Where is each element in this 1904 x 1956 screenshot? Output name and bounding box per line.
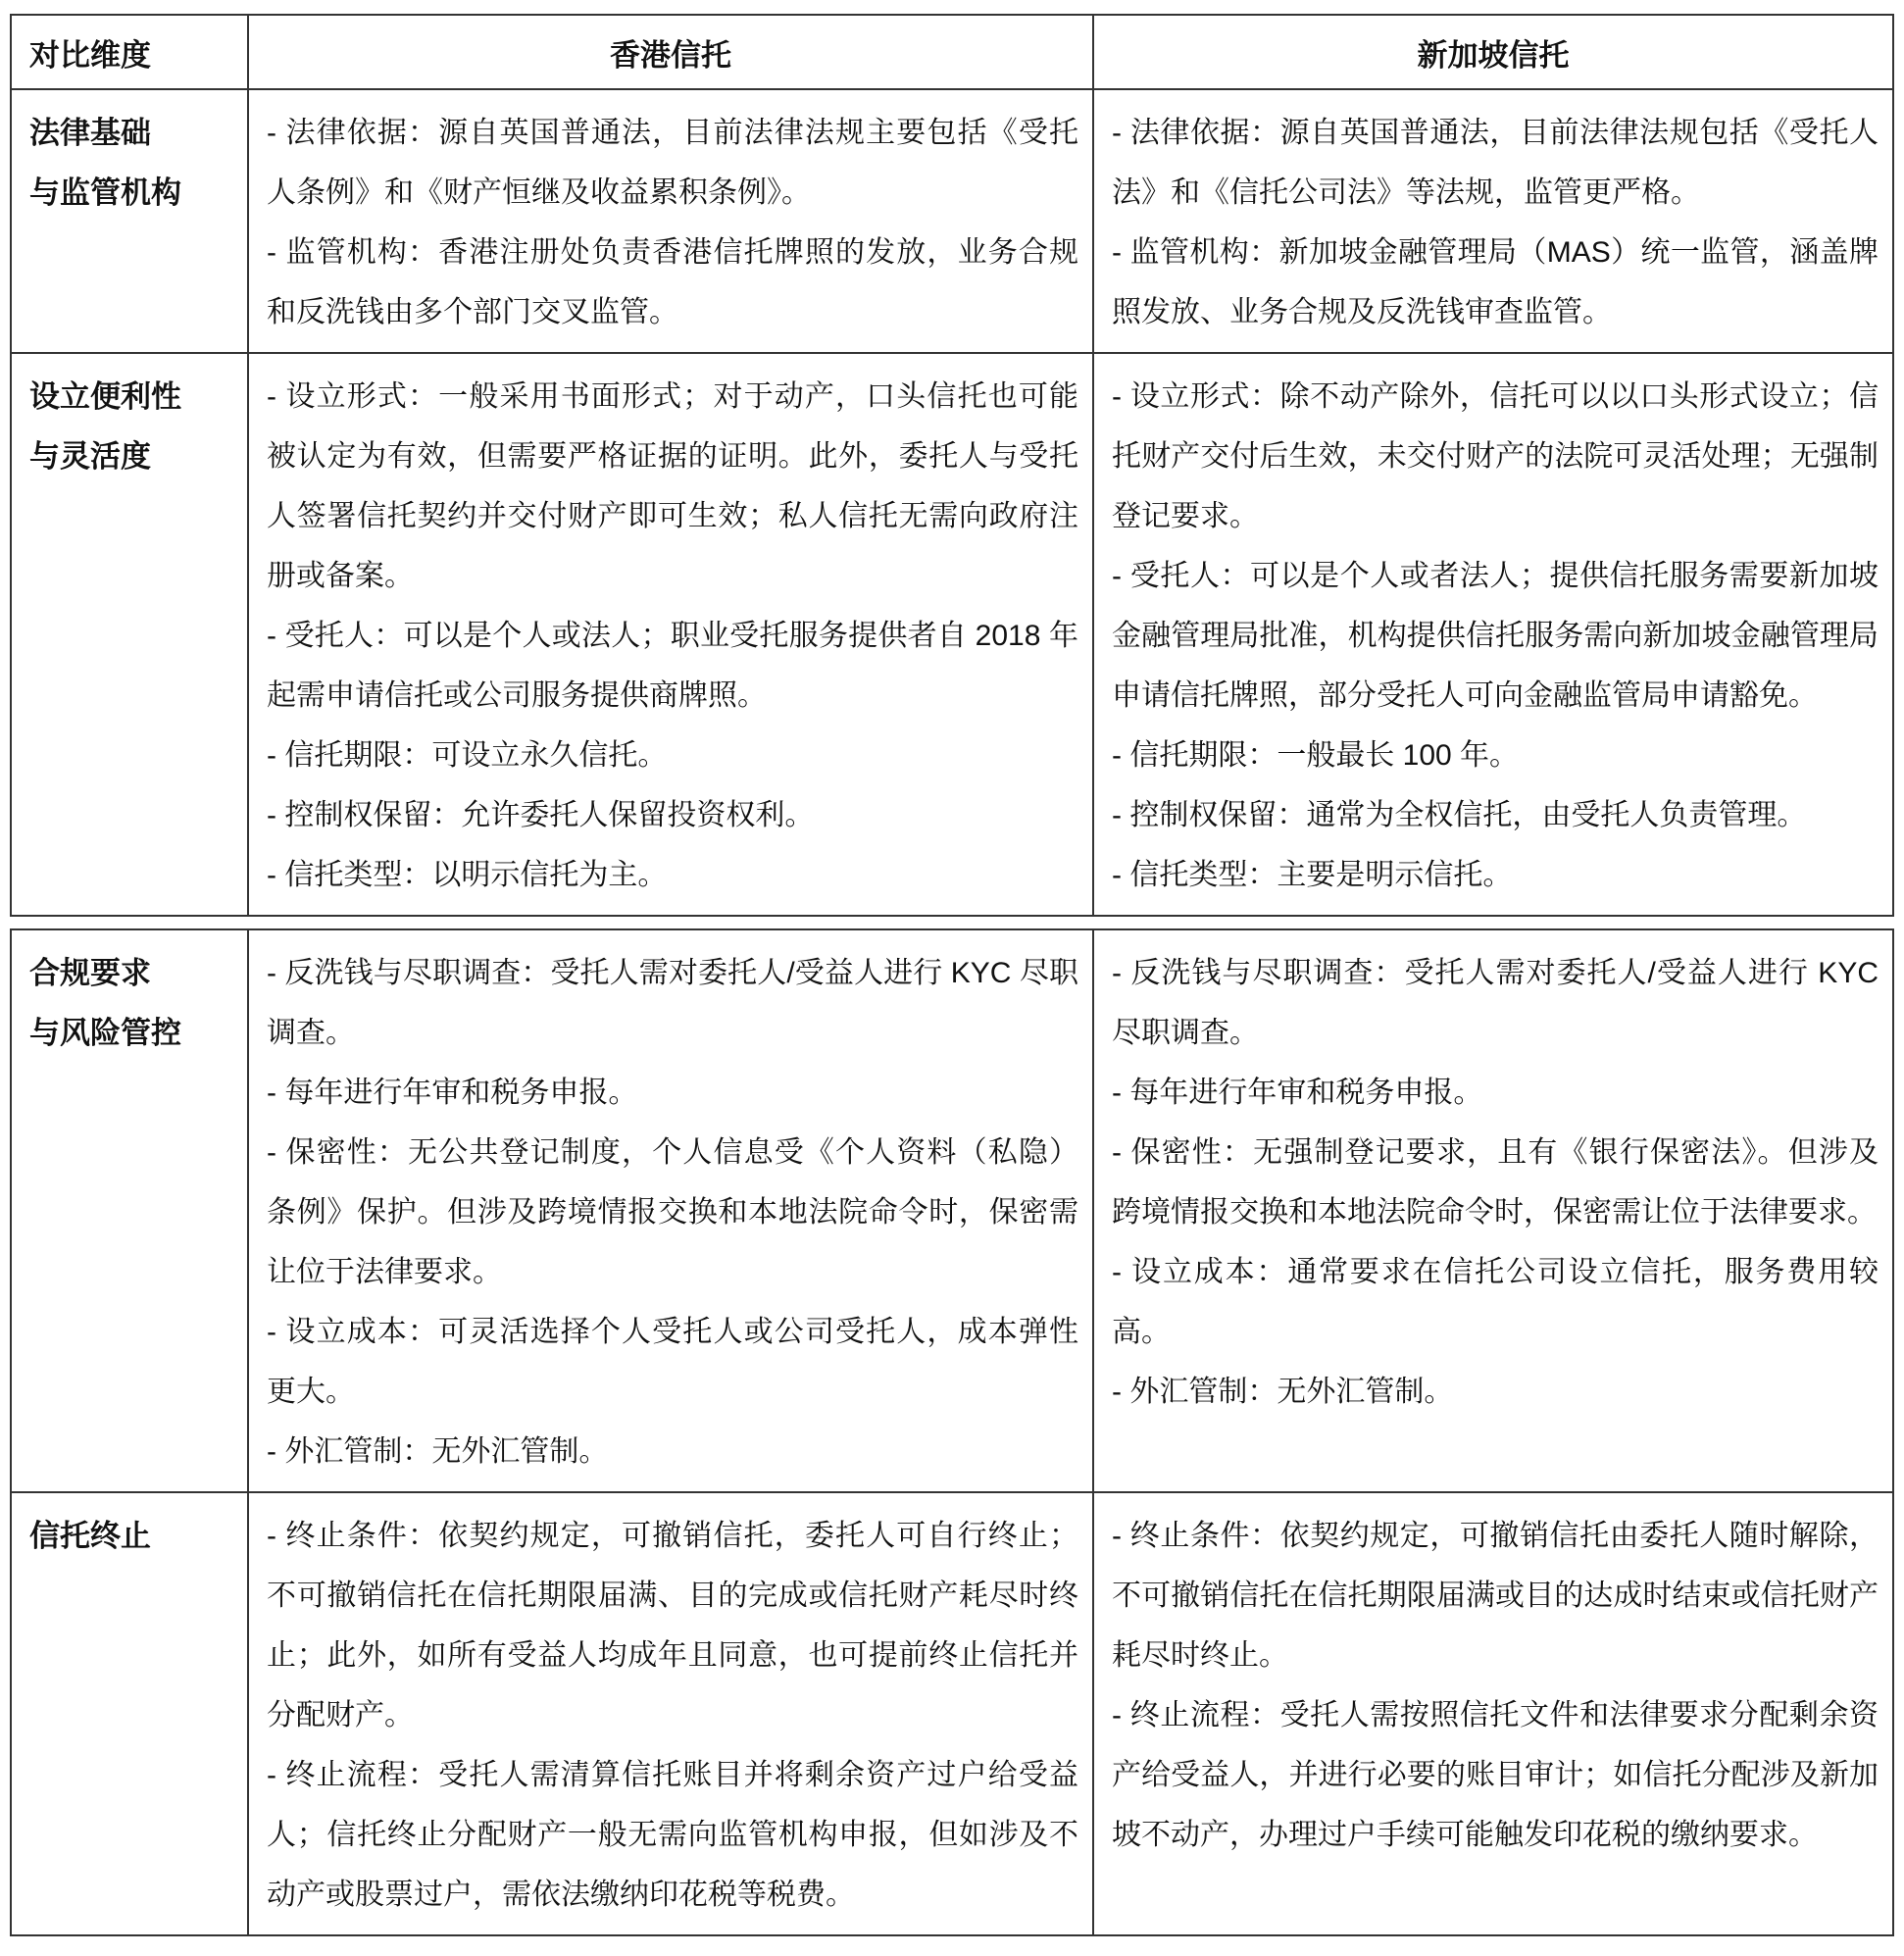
bullet: - 每年进行年审和税务申报。	[1112, 1077, 1483, 1109]
cell-hk-setup-flexibility	[248, 353, 1093, 916]
section-gap	[10, 917, 1894, 928]
bullet: - 设立形式：一般采用书面形式；对于动产，口头信托也可能被认定为有效，但需要严格证据的证明。此外，委托人与受托人签署信托契约并交付财产即可生效；私人信托无需向政府注册或备案。	[267, 380, 1078, 592]
bullet: - 反洗钱与尽职调查：受托人需对委托人/受益人进行 KYC 尽职调查。	[267, 957, 1078, 1049]
bullet: - 保密性：无公共登记制度，个人信息受《个人资料（私隐）条例》保护。但涉及跨境情报交换和本地法院命令时，保密需让位于法律要求。	[267, 1136, 1078, 1288]
dimension-label-line: 信托终止	[29, 1519, 151, 1553]
bullet: - 监管机构：香港注册处负责香港信托牌照的发放，业务合规和反洗钱由多个部门交叉监管。	[267, 236, 1078, 328]
cell-dimension-setup-flexibility	[11, 353, 248, 916]
dimension-label-line: 合规要求	[29, 956, 151, 990]
column-header-singapore-trust: 新加坡信托	[1093, 15, 1893, 89]
bullet: - 设立形式：除不动产除外，信托可以以口头形式设立；信托财产交付后生效，未交付财产的法院可灵活处理；无强制登记要求。	[1112, 380, 1879, 532]
bullet: - 终止流程：受托人需按照信托文件和法律要求分配剩余资产给受益人，并进行必要的账目审计；如信托分配涉及新加坡不动产，办理过户手续可能触发印花税的缴纳要求。	[1112, 1699, 1879, 1851]
dimension-label-line: 设立便利性	[29, 379, 181, 414]
bullet: - 受托人：可以是个人或者法人；提供信托服务需要新加坡金融管理局批准，机构提供信托服务需向新加坡金融管理局申请信托牌照，部分受托人可向金融监管局申请豁免。	[1112, 560, 1879, 712]
cell-hk-compliance	[248, 929, 1093, 1492]
bullet: - 外汇管制：无外汇管制。	[1112, 1376, 1454, 1408]
dimension-label-line: 与风险管控	[29, 1016, 181, 1050]
comparison-table-part-1	[10, 14, 1894, 917]
bullet: - 设立成本：可灵活选择个人受托人或公司受托人，成本弹性更大。	[267, 1316, 1078, 1408]
bullet: - 法律依据：源自英国普通法，目前法律法规主要包括《受托人条例》和《财产恒继及收益累积条例》。	[267, 117, 1078, 209]
bullet: - 控制权保留：允许委托人保留投资权利。	[267, 799, 815, 831]
cell-dimension-compliance	[11, 929, 248, 1492]
cell-hk-termination	[248, 1492, 1093, 1935]
bullet: - 终止流程：受托人需清算信托账目并将剩余资产过户给受益人；信托终止分配财产一般无需向监管机构申报，但如涉及不动产或股票过户，需依法缴纳印花税等税费。	[267, 1759, 1078, 1911]
bullet: - 法律依据：源自英国普通法，目前法律法规包括《受托人法》和《信托公司法》等法规，监管更严格。	[1112, 117, 1879, 209]
table-row-setup-flexibility	[11, 353, 1893, 916]
bullet: - 每年进行年审和税务申报。	[267, 1077, 638, 1109]
bullet: - 控制权保留：通常为全权信托，由受托人负责管理。	[1112, 799, 1807, 831]
column-header-hongkong-trust: 香港信托	[248, 15, 1093, 89]
column-header-dimension: 对比维度	[11, 15, 248, 89]
bullet: - 反洗钱与尽职调查：受托人需对委托人/受益人进行 KYC 尽职调查。	[1112, 957, 1879, 1049]
cell-hk-legal-basis	[248, 89, 1093, 353]
table-row-compliance	[11, 929, 1893, 1492]
bullet: - 外汇管制：无外汇管制。	[267, 1435, 609, 1468]
dimension-label-line: 法律基础	[29, 116, 151, 150]
comparison-table-part-2	[10, 928, 1894, 1936]
bullet: - 信托类型：以明示信托为主。	[267, 859, 668, 891]
cell-sg-compliance	[1093, 929, 1893, 1492]
table-row-legal-basis	[11, 89, 1893, 353]
bullet: - 终止条件：依契约规定，可撤销信托，委托人可自行终止；不可撤销信托在信托期限届满、目的完成或信托财产耗尽时终止；此外，如所有受益人均成年且同意，也可提前终止信托并分配财产。	[267, 1520, 1078, 1731]
cell-dimension-termination	[11, 1492, 248, 1935]
bullet: - 监管机构：新加坡金融管理局（MAS）统一监管，涵盖牌照发放、业务合规及反洗钱审查监管。	[1112, 236, 1879, 328]
cell-sg-setup-flexibility	[1093, 353, 1893, 916]
cell-sg-termination	[1093, 1492, 1893, 1935]
bullet: - 保密性：无强制登记要求，且有《银行保密法》。但涉及跨境情报交换和本地法院命令时，保密需让位于法律要求。	[1112, 1136, 1879, 1229]
table-row-termination	[11, 1492, 1893, 1935]
bullet: - 设立成本：通常要求在信托公司设立信托，服务费用较高。	[1112, 1256, 1879, 1348]
bullet: - 受托人：可以是个人或法人；职业受托服务提供者自 2018 年起需申请信托或公司服务提供商牌照。	[267, 620, 1078, 712]
bullet: - 信托期限：可设立永久信托。	[267, 739, 668, 772]
bullet: - 信托类型：主要是明示信托。	[1112, 859, 1513, 891]
dimension-label-line: 与灵活度	[29, 439, 151, 474]
bullet: - 信托期限：一般最长 100 年。	[1112, 739, 1520, 772]
header-row	[11, 15, 1893, 89]
dimension-label-line: 与监管机构	[29, 176, 181, 210]
cell-dimension-legal-basis	[11, 89, 248, 353]
cell-sg-legal-basis	[1093, 89, 1893, 353]
bullet: - 终止条件：依契约规定，可撤销信托由委托人随时解除，不可撤销信托在信托期限届满或目的达成时结束或信托财产耗尽时终止。	[1112, 1520, 1879, 1672]
